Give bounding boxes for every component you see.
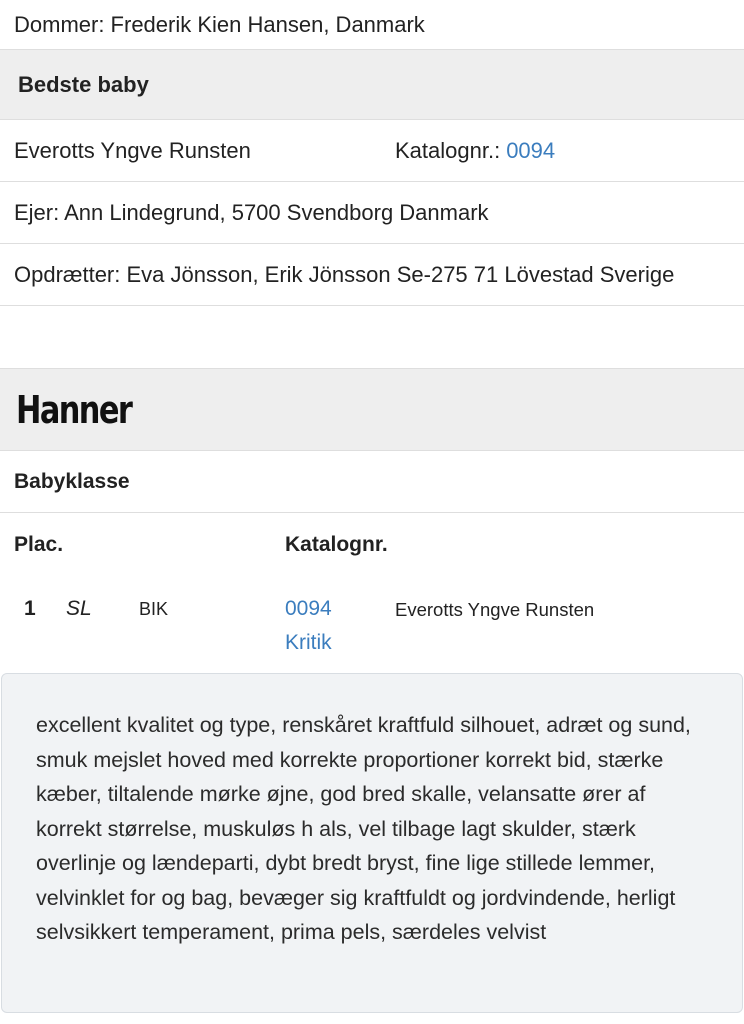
best-baby-header [0, 50, 744, 120]
best-baby-owner-row [0, 182, 744, 244]
best-baby-catalog-label: Katalognr.: [395, 137, 501, 163]
table-header [0, 513, 744, 577]
award: BIK [139, 599, 169, 619]
col-placement: Plac. [14, 533, 64, 556]
judge-row [0, 0, 744, 50]
best-baby-breeder-row [0, 244, 744, 306]
critique-text: excellent kvalitet og type, renskåret kraftfuld silhouet, adræt og sund, smuk mejslet hoved med korrekte proportioner korrekt bid, stærke kæber, tiltalende mørke øjne, god bred skalle, velansatte ører af korrekt størrelse, muskuløs h als, vel tilbage lagt skulder, stærk overlinje og lændeparti, dybt bredt bryst, fine lige stillede lemmer, velvinklet for og bag, bevæger sig kraftfuldt og jordvindende, herligt selvsikkert temperament, prima pels, særdeles velvist [36, 713, 691, 944]
table-row [0, 577, 744, 673]
best-baby-heading: Bedste baby [18, 71, 149, 97]
catalog-number-link[interactable]: 0094 [285, 597, 332, 620]
breeder-text: Opdrætter: Eva Jönsson, Erik Jönsson Se-275 71 Lövestad Sverige [14, 261, 675, 287]
best-baby-dog-row [0, 120, 744, 182]
section-title-row [0, 369, 744, 451]
grade: SL [66, 597, 92, 620]
owner-text: Ejer: Ann Lindegrund, 5700 Svendborg Danmark [14, 199, 489, 225]
section-spacer [0, 306, 744, 369]
class-title: Babyklasse [14, 469, 130, 493]
best-baby-dog-name: Everotts Yngve Runsten [14, 137, 251, 163]
place: 1 [24, 597, 36, 620]
col-catalog: Katalognr. [285, 533, 388, 556]
section-title: Hanner [16, 387, 132, 432]
best-baby-catalog-link[interactable]: 0094 [506, 137, 556, 163]
class-title-row [0, 451, 744, 513]
critique-link[interactable]: Kritik [285, 631, 332, 654]
dog-name: Everotts Yngve Runsten [395, 599, 595, 620]
judge-text: Dommer: Frederik Kien Hansen, Danmark [14, 11, 425, 37]
critique-box [1, 673, 743, 1013]
